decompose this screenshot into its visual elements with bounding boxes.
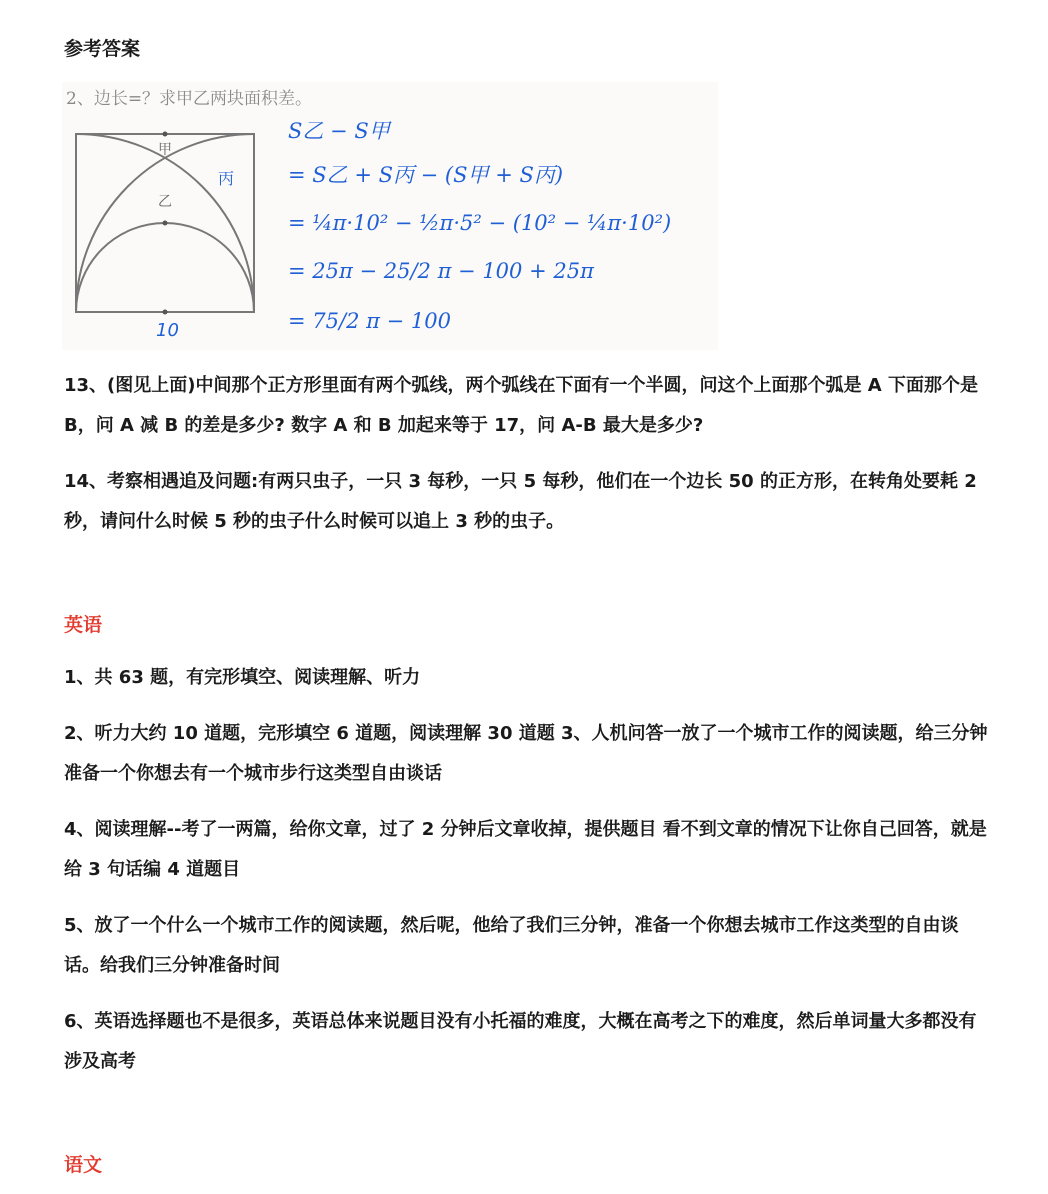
label-jia: 甲 xyxy=(158,142,172,158)
work-line: = 25π − 25/2 π − 100 + 25π xyxy=(288,259,594,283)
point-mid xyxy=(163,221,168,226)
point-bottom xyxy=(163,310,168,315)
english-item: 4、阅读理解--考了一两篇，给你文章，过了 2 分钟后文章收掉，提供题目 看不到文章的情况下让你自己回答，就是给 3 句话编 4 道题目 xyxy=(64,819,987,880)
english-item: 2、听力大约 10 道题，完形填空 6 道题，阅读理解 30 道题 3、人机问答一放了一个城市工作的阅读题，给三分钟准备一个你想去有一个城市步行这类型自由谈话 xyxy=(64,723,988,784)
english-item: 1、共 63 题，有完形填空、阅读理解、听力 xyxy=(64,667,421,688)
work-line: = S乙 + S丙 − (S甲 + S丙) xyxy=(288,163,564,187)
question-13: 13、(图见上面)中间那个正方形里面有两个弧线，两个弧线在下面有一个半圆，问这个上面那个弧是 A 下面那个是 B，问 A 减 B 的差是多少? 数字 A 和 B 加起来等于 17，问 A-B 最大是多少? xyxy=(64,375,978,436)
question-14: 14、考察相遇追及问题:有两只虫子，一只 3 每秒，一只 5 每秒，他们在一个边长 50 的正方形，在转角处要耗 2 秒，请问什么时候 5 秒的虫子什么时候可以追上 3 秒的虫子。 xyxy=(64,471,977,532)
figure-caption: 2、边长=？求甲乙两块面积差。 xyxy=(66,89,313,109)
section-title-chinese: 语文 xyxy=(64,1154,103,1176)
geometry-figure xyxy=(62,82,718,350)
work-line: = 75/2 π − 100 xyxy=(288,309,451,333)
point-top xyxy=(163,132,168,137)
label-yi: 乙 xyxy=(158,194,172,210)
section-title-english: 英语 xyxy=(64,614,103,636)
page-title: 参考答案 xyxy=(64,38,141,60)
english-item: 5、放了一个什么一个城市工作的阅读题，然后呢，他给了我们三分钟，准备一个你想去城市工作这类型的自由谈话。给我们三分钟准备时间 xyxy=(64,915,959,976)
side-label: 10 xyxy=(156,320,179,341)
english-item: 6、英语选择题也不是很多，英语总体来说题目没有小托福的难度，大概在高考之下的难度，然后单词量大多都没有涉及高考 xyxy=(64,1011,977,1072)
work-line: = ¼π·10² − ½π·5² − (10² − ¼π·10²) xyxy=(288,211,672,235)
work-line: S乙 − S甲 xyxy=(288,119,390,143)
label-bing: 丙 xyxy=(218,169,235,188)
